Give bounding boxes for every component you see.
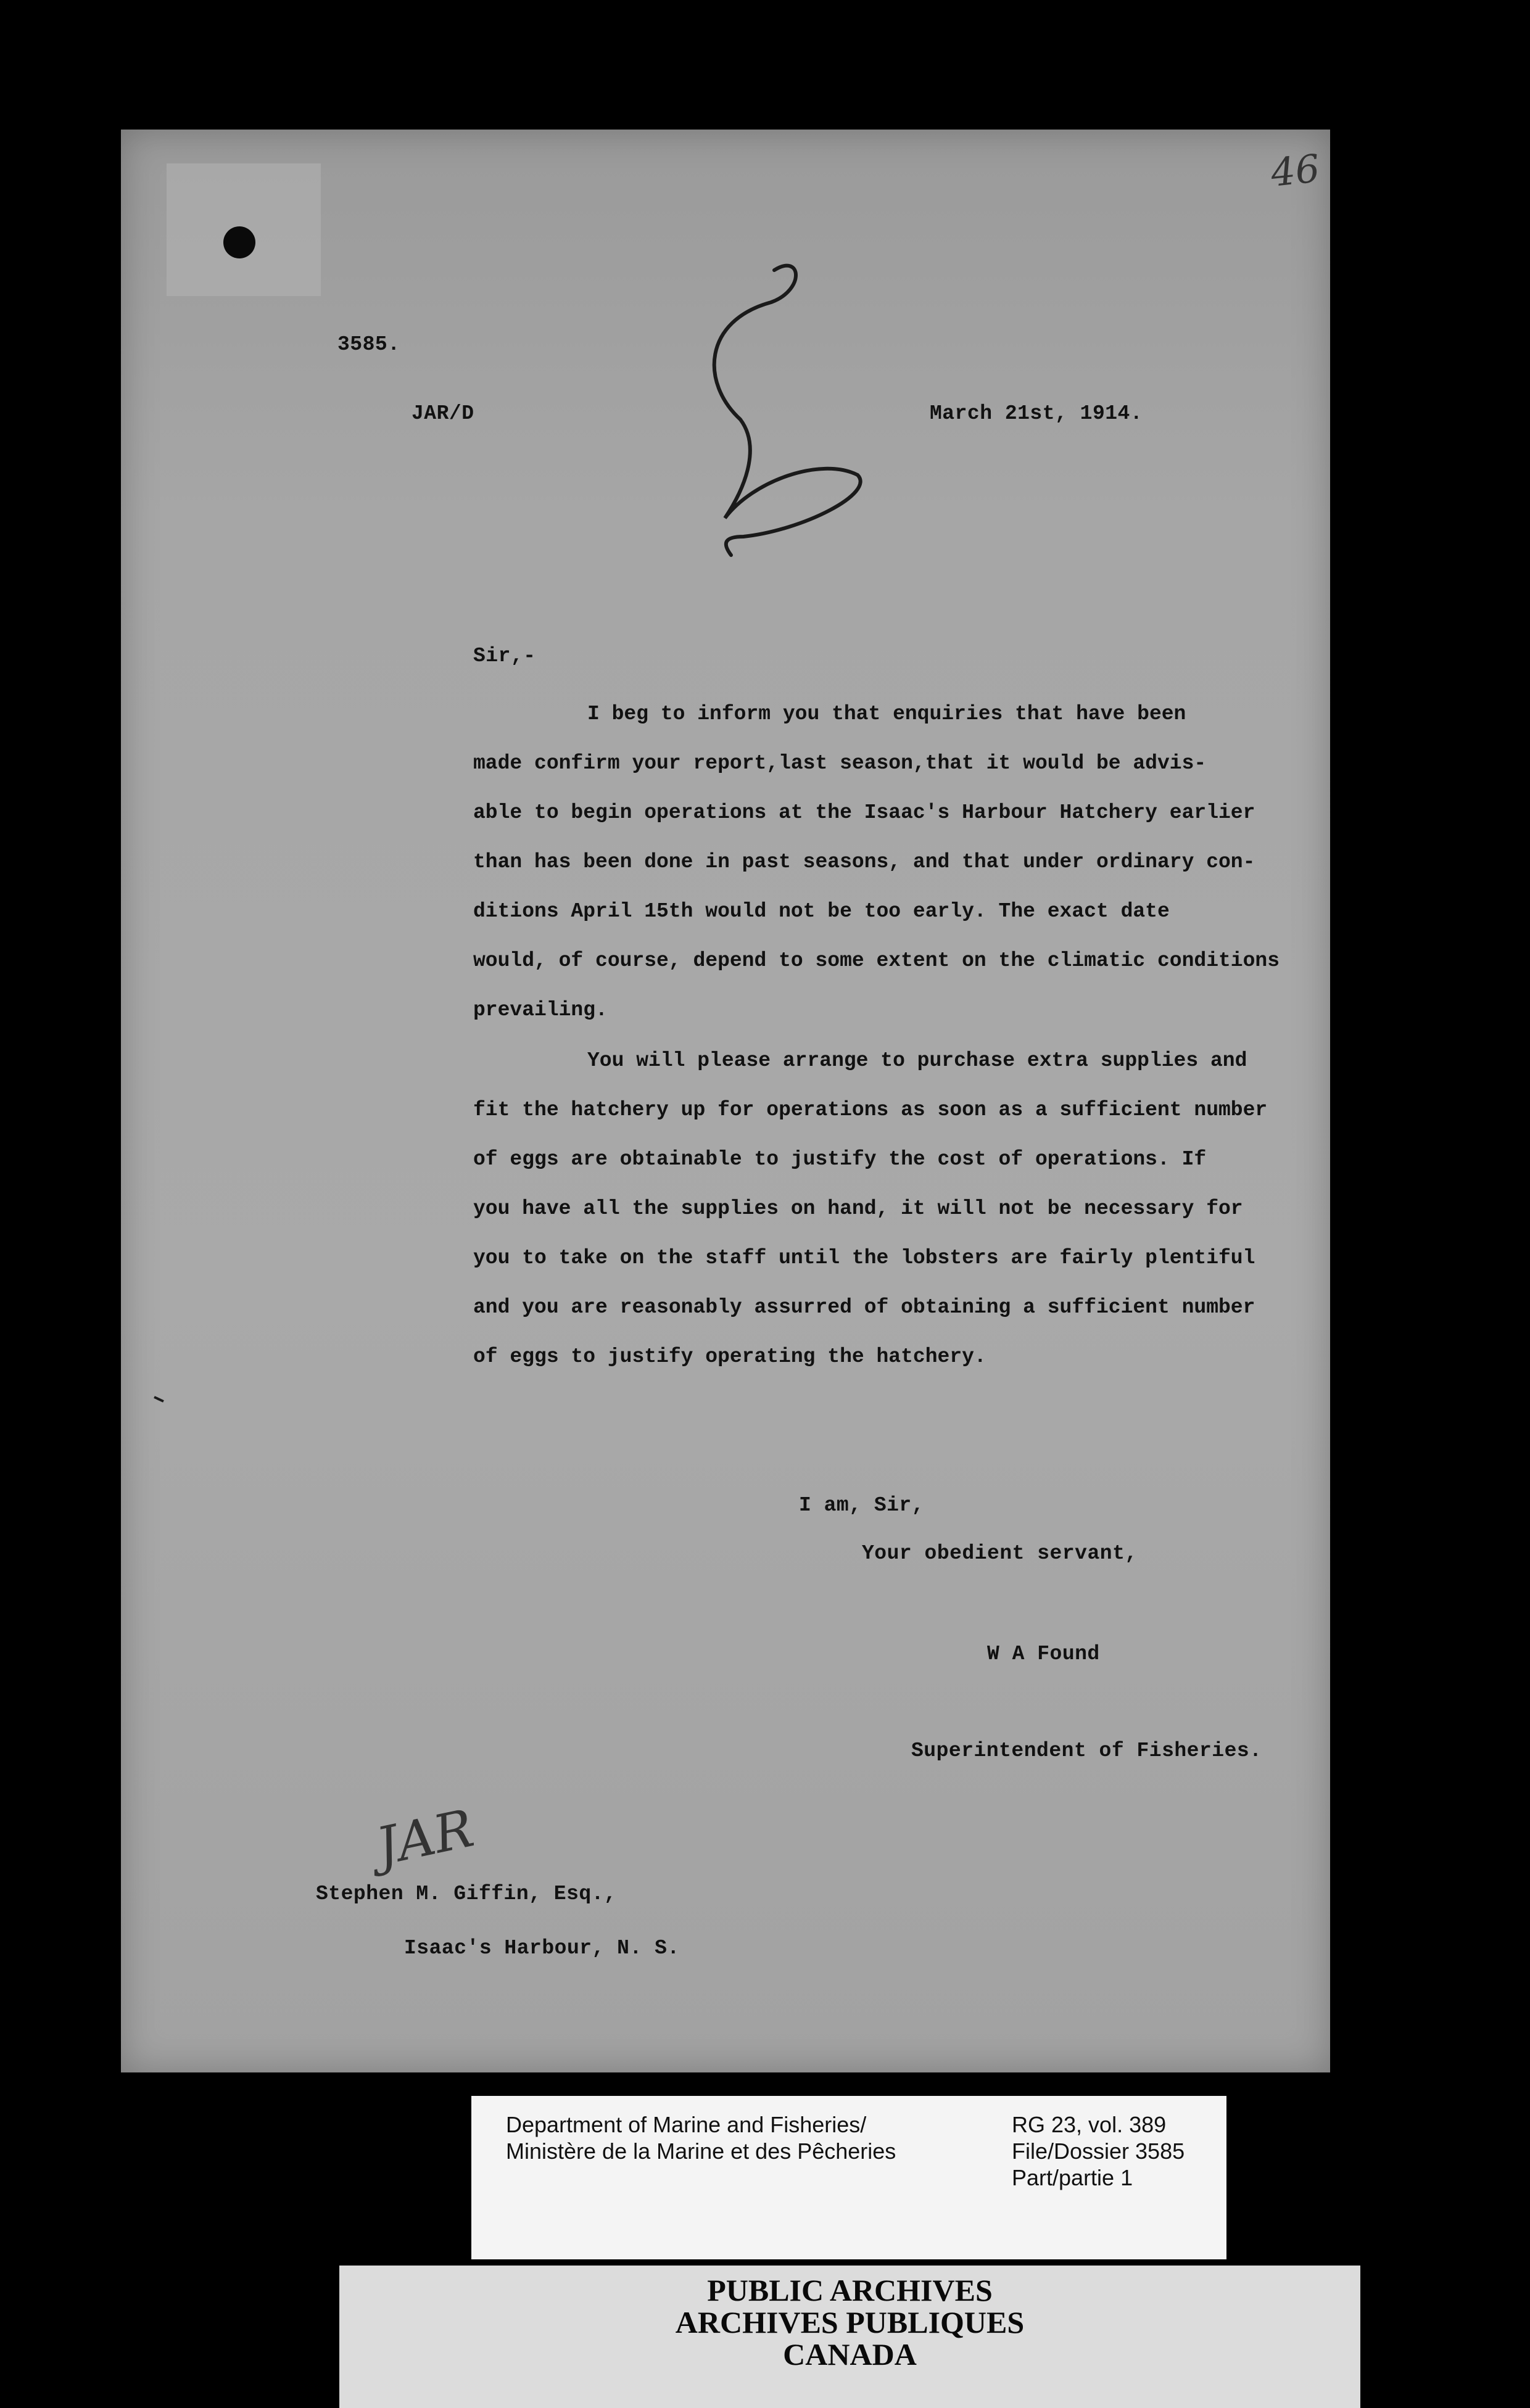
department-french: Ministère de la Marine et des Pêcheries — [506, 2138, 896, 2164]
punch-hole — [223, 226, 255, 258]
archive-banner — [339, 2266, 1360, 2408]
closing-line-2: Your obedient servant, — [862, 1542, 1138, 1565]
salutation: Sir,- — [473, 645, 536, 667]
paragraph-line: able to begin operations at the Isaac's Harbour Hatchery earlier — [473, 801, 1255, 824]
banner-line-1: PUBLIC ARCHIVES — [707, 2273, 993, 2307]
banner-line-2: ARCHIVES PUBLIQUES — [675, 2305, 1025, 2340]
file-dossier: File/Dossier 3585 — [1012, 2138, 1185, 2164]
paragraph-line: I beg to inform you that enquiries that have been — [587, 703, 1186, 725]
page-number: 46 — [1268, 146, 1322, 196]
handwritten-initials: JAR — [371, 1797, 479, 1878]
body-paragraph-1 — [473, 690, 1312, 1035]
signatory-title: Superintendent of Fisheries. — [911, 1739, 1262, 1762]
signature-name: W A Found — [987, 1643, 1100, 1665]
paragraph-line: would, of course, depend to some extent on the climatic conditions — [473, 949, 1280, 972]
record-group: RG 23, vol. 389 — [1012, 2112, 1167, 2137]
paragraph-line: and you are reasonably assurred of obtaining a sufficient number — [473, 1296, 1255, 1319]
paragraph-line: you have all the supplies on hand, it will not be necessary for — [473, 1197, 1243, 1220]
part-partie: Part/partie 1 — [1012, 2165, 1133, 2190]
paragraph-line: than has been done in past seasons, and that under ordinary con- — [473, 851, 1255, 873]
file-reference: 3585. — [337, 333, 400, 356]
paragraph-line: made confirm your report,last season,that it would be advis- — [473, 752, 1207, 775]
paragraph-line: of eggs to justify operating the hatchery. — [473, 1345, 986, 1368]
body-paragraph-2 — [473, 1036, 1312, 1382]
paragraph-line: ditions April 15th would not be too early. The exact date — [473, 900, 1170, 923]
typist-initials: JAR/D — [411, 402, 474, 425]
banner-line-3: CANADA — [783, 2337, 917, 2372]
department-english: Department of Marine and Fisheries/ — [506, 2112, 867, 2137]
addressee-name: Stephen M. Giffin, Esq., — [316, 1882, 617, 1905]
paragraph-line: you to take on the staff until the lobsters are fairly plentiful — [473, 1247, 1255, 1269]
letter-date: March 21st, 1914. — [930, 402, 1143, 425]
addressee-place: Isaac's Harbour, N. S. — [404, 1937, 680, 1960]
paragraph-line: fit the hatchery up for operations as soon as a sufficient number — [473, 1099, 1268, 1121]
closing-line-1: I am, Sir, — [799, 1494, 925, 1517]
paragraph-line: You will please arrange to purchase extra supplies and — [587, 1049, 1247, 1072]
paragraph-line: of eggs are obtainable to justify the cost of operations. If — [473, 1148, 1207, 1171]
paragraph-line: prevailing. — [473, 999, 608, 1021]
